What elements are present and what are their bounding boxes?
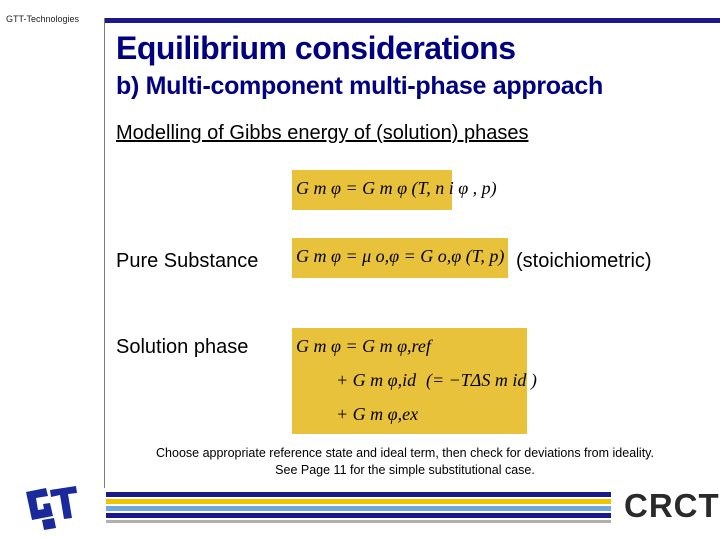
pure-substance-label: Pure Substance (116, 250, 259, 272)
divider-line (104, 18, 105, 488)
gtt-logo (20, 484, 80, 532)
footer-note-line2: See Page 11 for the simple substitutional case. (275, 463, 535, 477)
title-bar (104, 18, 720, 23)
page-title: Equilibrium considerations (116, 30, 516, 66)
stripe (106, 499, 611, 504)
solution-phase-label: Solution phase (116, 336, 249, 358)
equation-general-text: G m φ = G m φ (T, n i φ , p) (296, 178, 497, 198)
stripe (106, 506, 611, 511)
corner-label: GTT-Technologies (6, 14, 80, 24)
section-heading: Modelling of Gibbs energy of (solution) phases (116, 122, 529, 144)
stripe (106, 492, 611, 497)
equation-pure (292, 238, 508, 278)
page-subtitle: b) Multi-component multi-phase approach (116, 72, 603, 100)
equation-general (292, 170, 497, 210)
equation-solution-line2: + G m φ,id (336, 370, 417, 390)
equation-solution-line3: + G m φ,ex (336, 404, 419, 424)
footer-note-line1: Choose appropriate reference state and ideal term, then check for deviations from ideality. (156, 446, 654, 460)
stripe (106, 513, 611, 518)
equation-solution-aside: (= −TΔS m id ) (426, 370, 537, 390)
crct-logo: CRCT (624, 487, 720, 524)
stripe (106, 520, 611, 523)
stoichiometric-label: (stoichiometric) (516, 250, 652, 272)
equation-pure-text: G m φ = μ o,φ = G o,φ (T, p) (296, 246, 505, 266)
equation-solution (292, 328, 537, 434)
equation-solution-line1: G m φ = G m φ,ref (296, 336, 431, 356)
